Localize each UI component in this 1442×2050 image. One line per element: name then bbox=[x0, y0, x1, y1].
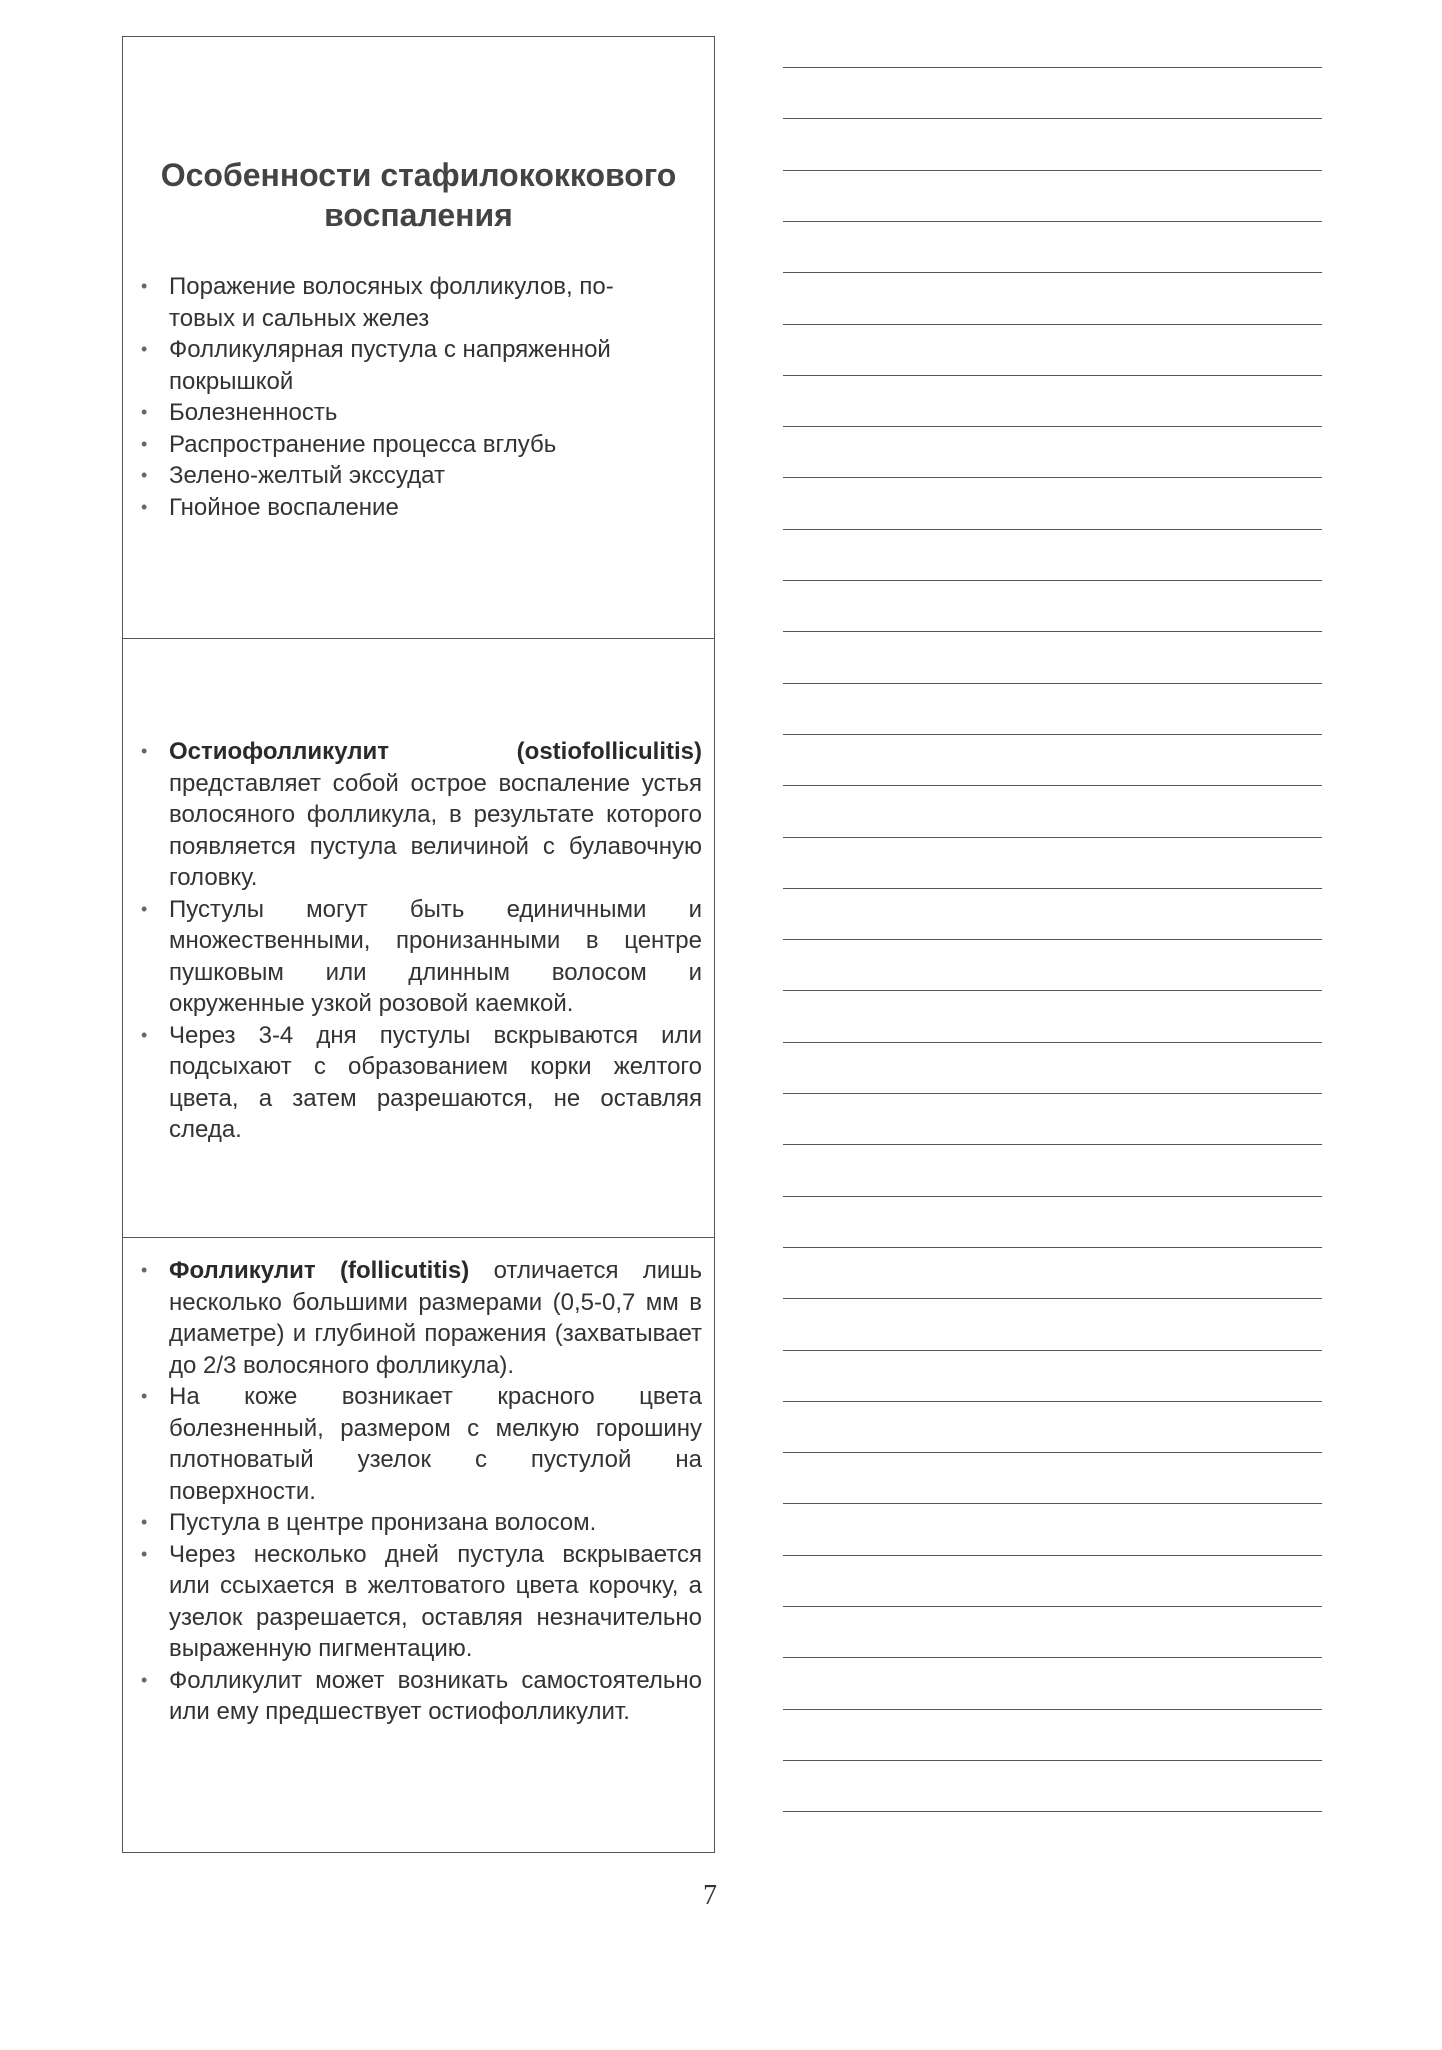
bullet-line: покрышкой bbox=[169, 367, 294, 395]
bullet-text: Через несколько дней пустула вскрывается или ссыхается в желтоватого цвета корочку, а узелок разрешается, оставляя незначительно выраженную пигментацию. bbox=[169, 1540, 702, 1662]
slide-title-line: Особенности стафилококкового bbox=[160, 157, 677, 193]
note-line bbox=[783, 1350, 1322, 1351]
bullet-item bbox=[135, 1020, 702, 1146]
bullet-item bbox=[135, 271, 702, 334]
note-line bbox=[783, 170, 1322, 171]
slide-title bbox=[123, 155, 714, 235]
bullet-item bbox=[135, 1507, 702, 1539]
slides-column bbox=[122, 36, 715, 1853]
bullet-item bbox=[135, 1381, 702, 1507]
note-line bbox=[783, 785, 1322, 786]
bullet-item bbox=[135, 1665, 702, 1728]
bullet-text: На коже возникает красного цвета болезненный, размером с мелкую горошину плотноватый узелок с пустулой на поверхности. bbox=[169, 1383, 702, 1505]
bullet-item bbox=[135, 334, 702, 397]
bullet-text: отличается лишь несколько большими размерами (0,5-0,7 мм в диаметре) и глубиной поражения (захватывает до 2/3 волосяного фолликула). bbox=[169, 1257, 703, 1379]
note-line bbox=[783, 683, 1322, 684]
note-line bbox=[783, 118, 1322, 119]
bullet-item bbox=[135, 460, 702, 492]
bullet-line: • Гнойное воспаление bbox=[169, 493, 399, 521]
bullet-line: • Распространение процесса вглубь bbox=[169, 430, 557, 458]
note-line bbox=[783, 221, 1322, 222]
note-line bbox=[783, 734, 1322, 735]
slide-ostiofolliculitis bbox=[122, 639, 715, 1238]
note-line bbox=[783, 1401, 1322, 1402]
bullet-line: товых и сальных желез bbox=[169, 304, 430, 332]
note-line bbox=[783, 1144, 1322, 1145]
bullet-item bbox=[135, 429, 702, 461]
note-line bbox=[783, 1452, 1322, 1453]
bullet-line: • Зелено-желтый экссудат bbox=[169, 462, 445, 489]
bullet-text: представляет собой острое воспаление устья волосяного фолликула, в результате которого появляется пустула величиной с булавочную головку. bbox=[169, 769, 702, 891]
note-line bbox=[783, 1093, 1322, 1094]
bullet-text: Пустула в центре пронизана волосом. bbox=[169, 1509, 597, 1536]
bullet-text: Через 3-4 дня пустулы вскрываются или подсыхают с образованием корки желтого цвета, а затем разрешаются, не оставляя следа. bbox=[169, 1021, 702, 1143]
note-line bbox=[783, 1555, 1322, 1556]
note-line bbox=[783, 631, 1322, 632]
note-line bbox=[783, 1298, 1322, 1299]
note-line bbox=[783, 67, 1322, 68]
bullet-line: • Болезненность bbox=[169, 399, 338, 426]
note-line bbox=[783, 1606, 1322, 1607]
note-line bbox=[783, 990, 1322, 991]
note-line bbox=[783, 888, 1322, 889]
bullet-item bbox=[135, 736, 702, 894]
bullet-line: • Фолликулярная пустула с напряженной bbox=[169, 336, 611, 363]
notes-lines bbox=[783, 0, 1322, 1840]
page-number: 7 bbox=[703, 1880, 717, 1911]
bullet-item bbox=[135, 894, 702, 1020]
note-line bbox=[783, 1709, 1322, 1710]
term-bold: Остиофолликулит (ostiofolliculitis) bbox=[169, 738, 702, 765]
note-line bbox=[783, 1247, 1322, 1248]
bullet-list bbox=[135, 1255, 702, 1728]
note-line bbox=[783, 580, 1322, 581]
note-line bbox=[783, 1042, 1322, 1043]
bullet-item bbox=[135, 397, 702, 429]
bullet-item bbox=[135, 1539, 702, 1665]
note-line bbox=[783, 477, 1322, 478]
term-bold: Фолликулит (follicutitis) bbox=[169, 1257, 470, 1284]
slide-staphylococcal-features bbox=[122, 36, 715, 639]
bullet-line: • Поражение волосяных фолликулов, по- bbox=[169, 273, 614, 300]
note-line bbox=[783, 1811, 1322, 1812]
bullet-text: Фолликулит может возникать самостоятельно или ему предшествует остиофолликулит. bbox=[169, 1666, 702, 1725]
note-line bbox=[783, 375, 1322, 376]
note-line bbox=[783, 1760, 1322, 1761]
slide-folliculitis bbox=[122, 1238, 715, 1853]
note-line bbox=[783, 1657, 1322, 1658]
note-line bbox=[783, 1196, 1322, 1197]
note-line bbox=[783, 272, 1322, 273]
bullet-list bbox=[135, 736, 702, 1146]
note-line bbox=[783, 1503, 1322, 1504]
bullet-item bbox=[135, 492, 702, 524]
bullet-text: Пустулы могут быть единичными и множественными, пронизанными в центре пушковым или длинным волосом и окруженные узкой розовой каемкой. bbox=[169, 895, 702, 1017]
slide-title-line: воспаления bbox=[324, 197, 513, 233]
note-line bbox=[783, 426, 1322, 427]
note-line bbox=[783, 837, 1322, 838]
note-line bbox=[783, 529, 1322, 530]
note-line bbox=[783, 939, 1322, 940]
note-line bbox=[783, 324, 1322, 325]
bullet-item bbox=[135, 1255, 702, 1381]
bullet-list bbox=[135, 271, 702, 523]
